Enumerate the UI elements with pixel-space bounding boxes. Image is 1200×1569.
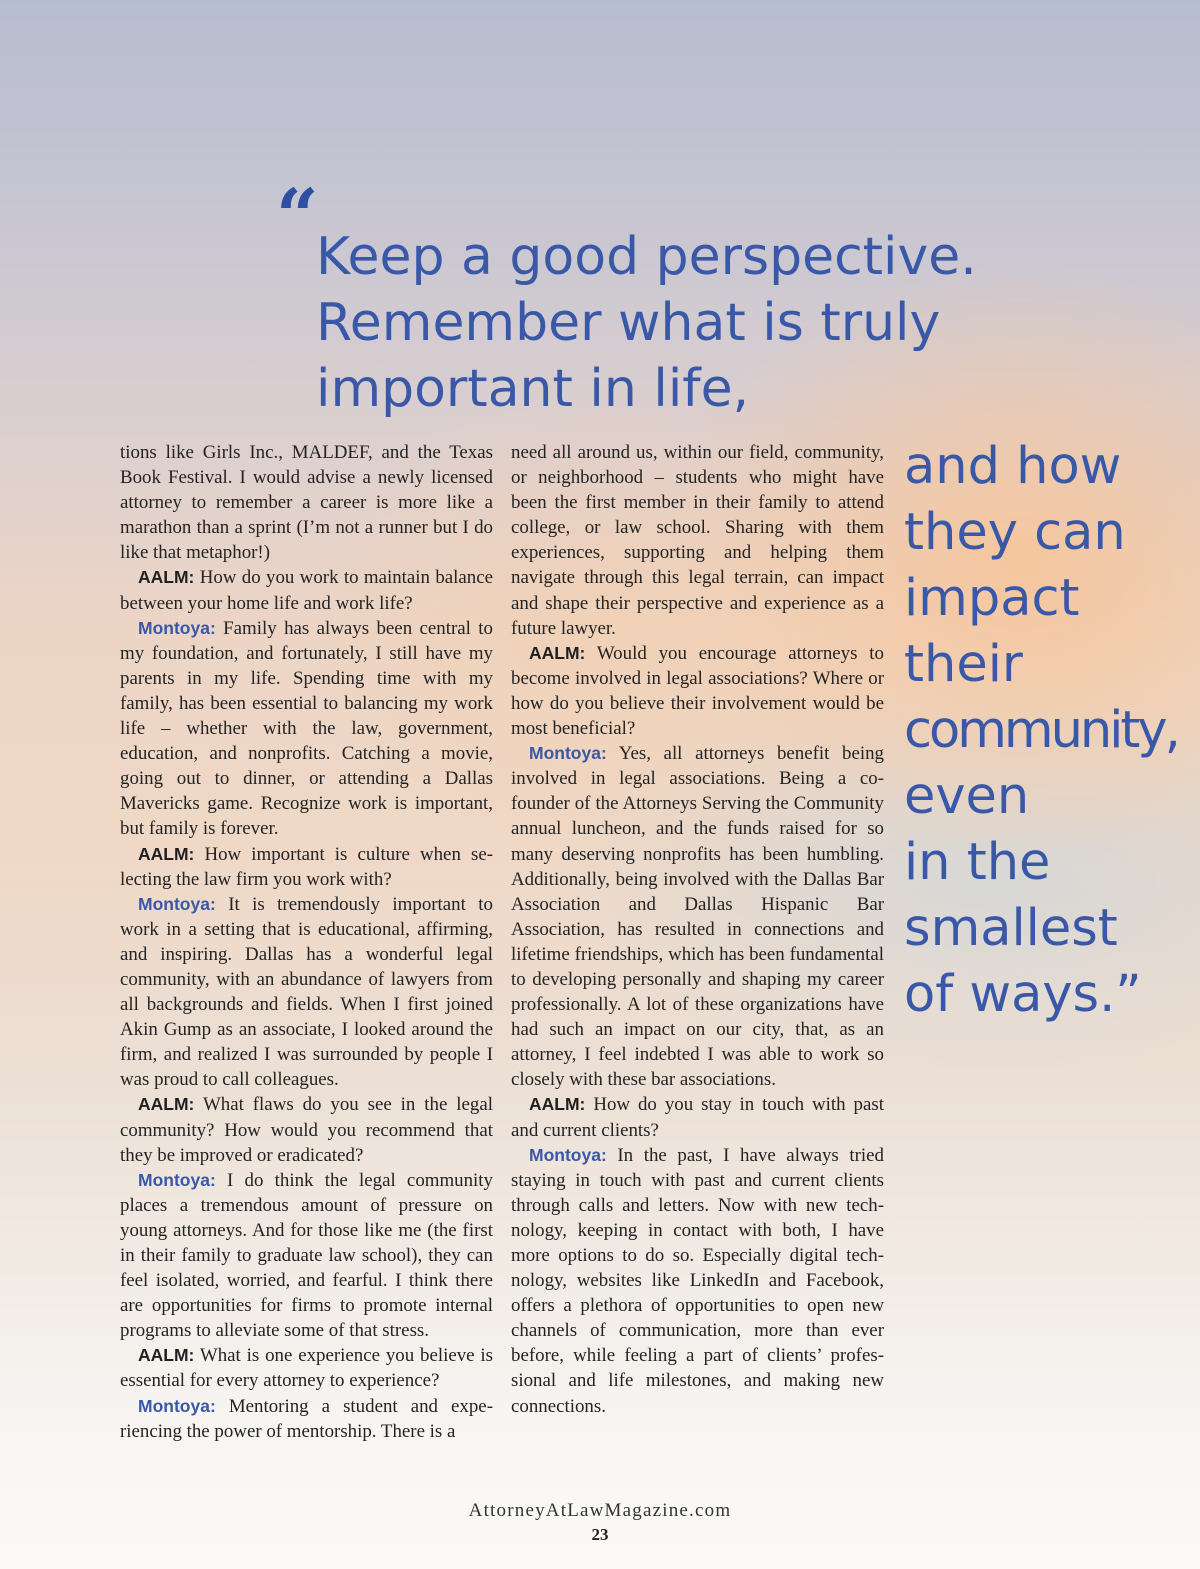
interviewer-label: AALM: <box>529 642 586 663</box>
magazine-website: AttorneyAtLawMagazine.com <box>468 1500 732 1521</box>
pull-quote-heading <box>316 224 1016 422</box>
paragraph-text: How do you work to maintain balance between your home life and work life? <box>120 567 493 614</box>
respondent-label: Montoya: <box>138 893 216 914</box>
paragraph-text: Yes, all attorneys benefit being involved in legal associations. Being a co-founder of the Attorneys Serving the Community annual luncheon, and the funds raised for so many deserving nonprofits has been humbling. Additionally, being involved with the Dallas Bar Association and Dallas Hispanic Bar Association, has resulted in connections and lifetime friendships, which has been fundamental to developing personally and shaping my career professionally. A lot of these organizations have had such an impact on our city, that, as an attorney, I feel indebted I was able to work so closely with these bar associations. <box>511 743 884 1091</box>
article-paragraph <box>511 440 884 641</box>
article-column-middle <box>511 440 884 1419</box>
pull-quote-line: Remember what is truly <box>316 293 941 353</box>
paragraph-text: What flaws do you see in the legal community? How would you recommend that they be improved or eradicated? <box>120 1094 493 1166</box>
article-column-left <box>120 440 493 1444</box>
pull-quote-line: their <box>904 635 1023 694</box>
article-paragraph <box>120 842 493 892</box>
article-paragraph <box>120 1343 493 1393</box>
article-paragraph <box>511 641 884 741</box>
interviewer-label: AALM: <box>138 843 195 864</box>
paragraph-text: What is one experience you believe is essential for every attorney to experience? <box>120 1345 493 1392</box>
pull-quote-line: they can <box>904 503 1126 562</box>
article-paragraph <box>120 616 493 842</box>
pull-quote-line: even <box>904 767 1030 826</box>
article-paragraph <box>120 1092 493 1167</box>
article-paragraph <box>511 1143 884 1419</box>
open-quote-mark: “ <box>276 174 319 260</box>
pull-quote-line: impact <box>904 569 1080 628</box>
article-paragraph <box>120 1168 493 1344</box>
interviewer-label: AALM: <box>529 1094 586 1115</box>
interviewer-label: AALM: <box>138 567 195 588</box>
pull-quote-line: community, <box>904 701 1178 760</box>
article-paragraph <box>120 565 493 615</box>
article-paragraph <box>120 440 493 565</box>
respondent-label: Montoya: <box>529 743 607 764</box>
respondent-label: Montoya: <box>529 1144 607 1165</box>
respondent-label: Montoya: <box>138 617 216 638</box>
pull-quote-line: Keep a good perspective. <box>316 227 977 287</box>
interviewer-label: AALM: <box>138 1345 195 1366</box>
pull-quote-line: important in life, <box>316 359 750 419</box>
paragraph-text: It is tremendously important to work in a setting that is educational, affirming, and inspiring. Dallas has a wonderful legal community, with an abundance of lawyers from all backgrounds and fields. When I first joined Akin Gump as an associate, I looked around the firm, and realized I was surrounded by people I was proud to call colleagues. <box>120 893 493 1091</box>
pull-quote-line: smallest <box>904 899 1118 958</box>
respondent-label: Montoya: <box>138 1395 216 1416</box>
article-paragraph <box>511 741 884 1092</box>
paragraph-text: need all around us, within our field, community, or neighborhood – students who might have been the first member in their family to attend college, or law school. Sharing with them experiences, supporting and helping them navigate through this legal terrain, can impact and shape their perspective and experience as a future lawyer. <box>511 442 884 639</box>
pull-quote-line: of ways.” <box>904 965 1142 1024</box>
paragraph-text: Would you encourage attorneys to become involved in legal associations? Where or how do you believe their involvement would be most beneficial? <box>511 642 884 740</box>
paragraph-text: How do you stay in touch with past and current clients? <box>511 1094 884 1141</box>
respondent-label: Montoya: <box>138 1169 216 1190</box>
paragraph-text: tions like Girls Inc., MALDEF, and the Texas Book Festival. I would advise a newly licensed attorney to remember a career is more like a marathon than a sprint (I’m not a runner but I do like that metaphor!) <box>120 442 493 564</box>
pull-quote-line: in the <box>904 833 1051 892</box>
paragraph-text: In the past, I have always tried staying in touch with past and current clients through calls and letters. Now with new technology, keeping in contact with both, I have more options to do so. Especially digital technology, websites like LinkedIn and Facebook, offers a plethora of opportunities to open new channels of communication, more than ever before, while feeling a part of clients’ professional and life milestones, and making new connections. <box>511 1144 884 1417</box>
page-number: 23 <box>591 1525 609 1544</box>
article-paragraph <box>511 1092 884 1142</box>
paragraph-text: Mentoring a student and experiencing the power of mentorship. There is a <box>120 1395 493 1442</box>
paragraph-text: Family has always been central to my foundation, and fortunately, I still have my parents in my life. Spending time with my family, has been essential to balancing my work life – whether with the law, government, education, and nonprofits. Catching a movie, going out to dinner, or attending a Dallas Mavericks game. Recognize work is important, but family is forever. <box>120 617 493 840</box>
interviewer-label: AALM: <box>138 1094 195 1115</box>
pull-quote-line: and how <box>904 437 1122 496</box>
article-paragraph <box>120 892 493 1093</box>
paragraph-text: How important is culture when selecting the law firm you work with? <box>120 843 493 890</box>
paragraph-text: I do think the legal community places a tremendous amount of pressure on young attorneys. And for those like me (the first in their family to graduate law school), they can feel isolated, worried, and fearful. I think there are opportunities for firms to promote internal programs to alleviate some of that stress. <box>120 1169 493 1342</box>
pull-quote-continuation <box>904 434 1194 1028</box>
article-paragraph <box>120 1394 493 1444</box>
